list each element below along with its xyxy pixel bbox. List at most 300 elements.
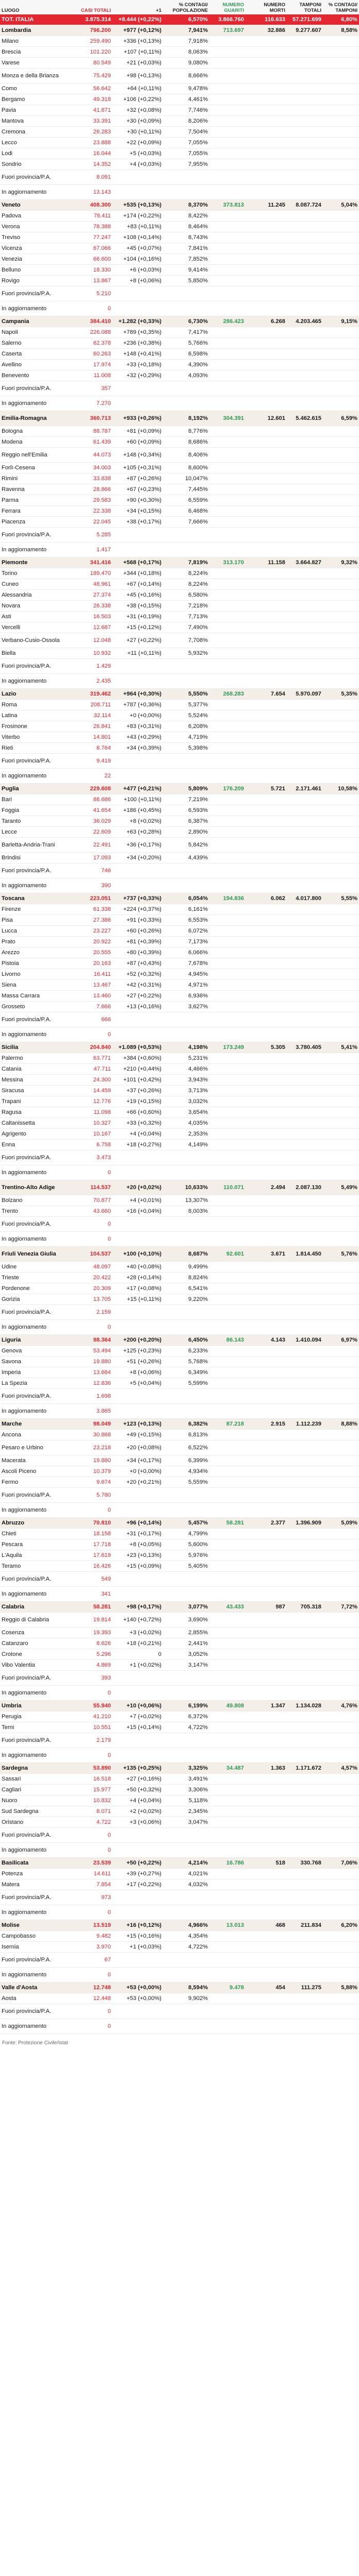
percent-tests: 5,09% (323, 1518, 359, 1529)
province-row (0, 937, 359, 947)
deaths (246, 370, 287, 381)
tests (287, 805, 323, 816)
total-cases: 13.519 (78, 1920, 112, 1931)
daily-delta: +98 (+0,17%) (112, 1602, 163, 1613)
tests (287, 1931, 323, 1942)
healed (209, 1086, 246, 1096)
daily-delta (112, 185, 163, 200)
healed (209, 1404, 246, 1419)
tests (287, 700, 323, 710)
tests (287, 1613, 323, 1628)
tests (287, 794, 323, 805)
percent-tests (323, 1002, 359, 1012)
healed: 43.433 (209, 1602, 246, 1613)
total-cases: 0 (78, 1828, 112, 1843)
percent-population: 6,382% (163, 1419, 209, 1430)
deaths (246, 969, 287, 980)
place-name: Catania (0, 1064, 78, 1075)
healed (209, 633, 246, 648)
daily-delta: +0 (+0,00%) (112, 1466, 163, 1477)
healed (209, 1075, 246, 1086)
place-name: In aggiornamento (0, 1686, 78, 1701)
percent-population (163, 286, 209, 301)
daily-delta: +17 (+0,22%) (112, 1879, 163, 1890)
place-name: Macerata (0, 1455, 78, 1466)
percent-tests (323, 1262, 359, 1273)
total-cases: 973 (78, 1890, 112, 1905)
deaths (246, 1107, 287, 1118)
province-row (0, 1968, 359, 1982)
header-daily-delta[interactable]: +1 (112, 0, 163, 14)
tests (287, 1455, 323, 1466)
total-tests: 57.271.699 (287, 14, 323, 25)
tests (287, 159, 323, 170)
deaths (246, 138, 287, 148)
place-name: In aggiornamento (0, 674, 78, 689)
province-row (0, 1817, 359, 1828)
deaths (246, 743, 287, 754)
place-name: Bari (0, 794, 78, 805)
province-row (0, 1107, 359, 1118)
province-row (0, 58, 359, 69)
percent-tests (323, 47, 359, 58)
daily-delta (112, 381, 163, 396)
healed (209, 1774, 246, 1785)
place-name: Torino (0, 568, 78, 579)
deaths (246, 517, 287, 528)
percent-tests (323, 827, 359, 838)
percent-population: 6,580% (163, 590, 209, 601)
percent-tests (323, 381, 359, 396)
daily-delta: +210 (+0,44%) (112, 1064, 163, 1075)
daily-delta (112, 1587, 163, 1602)
total-cases: 104.537 (78, 1247, 112, 1262)
deaths: 11.158 (246, 557, 287, 568)
percent-population: 6,372% (163, 1711, 209, 1722)
daily-delta: +15 (+0,12%) (112, 622, 163, 633)
province-row (0, 1539, 359, 1550)
deaths (246, 1320, 287, 1335)
healed (209, 1550, 246, 1561)
percent-tests: 9,32% (323, 557, 359, 568)
place-name: Sassari (0, 1774, 78, 1785)
percent-tests (323, 1378, 359, 1389)
tests: 3.780.405 (287, 1042, 323, 1053)
percent-tests: 4,57% (323, 1763, 359, 1774)
healed (209, 94, 246, 105)
daily-delta: +10 (+0,06%) (112, 1701, 163, 1711)
total-cases: 3.473 (78, 1150, 112, 1165)
deaths: 2.377 (246, 1518, 287, 1529)
deaths (246, 568, 287, 579)
place-name: In aggiornamento (0, 1905, 78, 1920)
total-cases: 1.429 (78, 659, 112, 674)
deaths (246, 159, 287, 170)
percent-tests (323, 568, 359, 579)
daily-delta: +34 (+0,15%) (112, 506, 163, 517)
daily-delta: +148 (+0,41%) (112, 349, 163, 360)
header-healed[interactable]: NUMERO GUARITI (209, 0, 246, 14)
percent-tests (323, 612, 359, 622)
province-row (0, 1931, 359, 1942)
deaths: 3.671 (246, 1247, 287, 1262)
daily-delta (112, 286, 163, 301)
place-name: Cagliari (0, 1785, 78, 1795)
total-cases: 223.051 (78, 893, 112, 904)
percent-population (163, 1748, 209, 1763)
total-cases: 6.758 (78, 1140, 112, 1150)
header-place[interactable]: LUOGO (0, 0, 78, 14)
percent-tests (323, 506, 359, 517)
total-cases: 26.338 (78, 601, 112, 612)
daily-delta: +5 (+0,03%) (112, 148, 163, 159)
province-row (0, 612, 359, 622)
healed (209, 1320, 246, 1335)
deaths (246, 1294, 287, 1305)
total-cases: 2.159 (78, 1305, 112, 1320)
percent-population (163, 2019, 209, 2034)
healed (209, 1539, 246, 1550)
daily-delta: +18 (+0,21%) (112, 1638, 163, 1649)
place-name: Piemonte (0, 557, 78, 568)
percent-population: 6,349% (163, 1367, 209, 1378)
deaths (246, 1968, 287, 1982)
percent-population: 5,842% (163, 838, 209, 853)
tests: 330.768 (287, 1858, 323, 1869)
province-row (0, 754, 359, 769)
percent-tests (323, 1638, 359, 1649)
province-row (0, 105, 359, 116)
province-row (0, 448, 359, 463)
percent-tests: 5,55% (323, 893, 359, 904)
place-name: Oristano (0, 1817, 78, 1828)
percent-population: 4,390% (163, 360, 209, 370)
tests (287, 1785, 323, 1795)
place-name: In aggiornamento (0, 1027, 78, 1042)
tests (287, 904, 323, 915)
deaths: 32.886 (246, 25, 287, 36)
total-cases: 0 (78, 2019, 112, 2034)
header-percent-population[interactable]: % CONTAGI/ POPOLAZIONE (163, 0, 209, 14)
healed (209, 1942, 246, 1953)
tests (287, 1262, 323, 1273)
total-cases: 12.776 (78, 1096, 112, 1107)
healed (209, 648, 246, 659)
deaths (246, 1529, 287, 1539)
healed (209, 426, 246, 437)
daily-delta: +27 (+0,16%) (112, 1774, 163, 1785)
percent-population: 7,852% (163, 254, 209, 265)
province-row (0, 1232, 359, 1247)
percent-population (163, 528, 209, 543)
total-cases: 27.386 (78, 915, 112, 926)
total-healed: 3.866.760 (209, 14, 246, 25)
total-cases: 32.114 (78, 710, 112, 721)
place-name: Brindisi (0, 853, 78, 863)
total-cases: 58.281 (78, 1602, 112, 1613)
tests (287, 338, 323, 349)
percent-tests (323, 1283, 359, 1294)
total-cases: 20.422 (78, 1273, 112, 1283)
percent-tests (323, 1140, 359, 1150)
place-name: La Spezia (0, 1378, 78, 1389)
percent-tests (323, 1722, 359, 1733)
deaths (246, 349, 287, 360)
daily-delta: +100 (+0,11%) (112, 794, 163, 805)
percent-tests (323, 1129, 359, 1140)
province-row (0, 1587, 359, 1602)
percent-tests (323, 1217, 359, 1232)
region-row (0, 1602, 359, 1613)
place-name: Vicenza (0, 243, 78, 254)
place-name: Vercelli (0, 622, 78, 633)
daily-delta: +16 (+0,12%) (112, 1920, 163, 1931)
province-row (0, 1711, 359, 1722)
total-cases: 8.071 (78, 1806, 112, 1817)
province-row (0, 1671, 359, 1686)
deaths (246, 426, 287, 437)
total-cases: 796.200 (78, 25, 112, 36)
deaths (246, 265, 287, 276)
place-name: In aggiornamento (0, 1843, 78, 1858)
place-name: Perugia (0, 1711, 78, 1722)
tests (287, 36, 323, 47)
daily-delta: +15 (+0,09%) (112, 1561, 163, 1572)
healed (209, 1671, 246, 1686)
province-row (0, 1722, 359, 1733)
percent-population (163, 185, 209, 200)
daily-delta (112, 1905, 163, 1920)
healed (209, 878, 246, 893)
total-cases: 0 (78, 1217, 112, 1232)
total-cases: 9.674 (78, 1477, 112, 1488)
percent-tests (323, 700, 359, 710)
province-row (0, 805, 359, 816)
percent-population: 4,945% (163, 969, 209, 980)
province-row (0, 528, 359, 543)
percent-population: 4,461% (163, 94, 209, 105)
region-row (0, 200, 359, 211)
percent-population: 4,722% (163, 1942, 209, 1953)
daily-delta: +49 (+0,15%) (112, 1430, 163, 1440)
daily-delta: +477 (+0,21%) (112, 784, 163, 794)
healed (209, 1217, 246, 1232)
percent-population: 6,233% (163, 1346, 209, 1357)
place-name: Parma (0, 495, 78, 506)
percent-population (163, 170, 209, 185)
province-row (0, 396, 359, 411)
deaths (246, 732, 287, 743)
daily-delta (112, 1748, 163, 1763)
deaths (246, 1660, 287, 1671)
daily-delta: +34 (+0,39%) (112, 743, 163, 754)
deaths (246, 360, 287, 370)
place-name: Foggia (0, 805, 78, 816)
healed (209, 1733, 246, 1748)
total-cases: 23.888 (78, 138, 112, 148)
province-row (0, 1869, 359, 1879)
percent-population: 7,504% (163, 127, 209, 138)
daily-delta: +224 (+0,37%) (112, 904, 163, 915)
place-name: Fuori provincia/P.A. (0, 863, 78, 878)
header-tests[interactable]: TAMPONI TOTALI (287, 0, 323, 14)
deaths (246, 1283, 287, 1294)
percent-tests (323, 1195, 359, 1206)
tests (287, 370, 323, 381)
percent-tests (323, 1357, 359, 1367)
place-name: Terni (0, 1722, 78, 1733)
deaths (246, 1843, 287, 1858)
tests (287, 127, 323, 138)
deaths (246, 528, 287, 543)
header-total-cases[interactable]: CASI TOTALI (78, 0, 112, 14)
healed (209, 254, 246, 265)
healed (209, 360, 246, 370)
place-name: Brescia (0, 47, 78, 58)
region-row (0, 784, 359, 794)
total-cases: 0 (78, 1320, 112, 1335)
deaths: 2.915 (246, 1419, 287, 1430)
daily-delta: +27 (+0,22%) (112, 633, 163, 648)
percent-tests (323, 148, 359, 159)
daily-delta: +52 (+0,32%) (112, 969, 163, 980)
percent-population: 6,598% (163, 349, 209, 360)
tests (287, 1140, 323, 1150)
daily-delta (112, 1232, 163, 1247)
tests (287, 254, 323, 265)
province-row (0, 265, 359, 276)
total-cases: 20.309 (78, 1283, 112, 1294)
percent-tests (323, 969, 359, 980)
healed: 194.836 (209, 893, 246, 904)
total-cases: 14.801 (78, 732, 112, 743)
deaths (246, 1879, 287, 1890)
healed: 16.786 (209, 1858, 246, 1869)
tests (287, 1357, 323, 1367)
percent-population: 2,890% (163, 827, 209, 838)
healed (209, 1587, 246, 1602)
province-row (0, 495, 359, 506)
place-name: Caserta (0, 349, 78, 360)
tests (287, 232, 323, 243)
healed (209, 222, 246, 232)
place-name: Agrigento (0, 1129, 78, 1140)
place-name: Cremona (0, 127, 78, 138)
percent-tests (323, 1993, 359, 2004)
deaths (246, 816, 287, 827)
province-row (0, 743, 359, 754)
header-deaths[interactable]: NUMERO MORTI (246, 0, 287, 14)
deaths (246, 381, 287, 396)
percent-population (163, 1305, 209, 1320)
region-row (0, 689, 359, 700)
tests (287, 732, 323, 743)
total-cases: 61.439 (78, 437, 112, 448)
percent-tests (323, 105, 359, 116)
deaths (246, 1942, 287, 1953)
tests: 2.087.130 (287, 1180, 323, 1195)
total-cases: 14.611 (78, 1869, 112, 1879)
place-name: Benevento (0, 370, 78, 381)
total-cases: 18.158 (78, 1529, 112, 1539)
province-row (0, 1086, 359, 1096)
total-cases: 7.270 (78, 396, 112, 411)
province-row (0, 816, 359, 827)
place-name: Pisa (0, 915, 78, 926)
place-name: Viterbo (0, 732, 78, 743)
place-name: Rieti (0, 743, 78, 754)
tests (287, 1503, 323, 1518)
province-row (0, 1488, 359, 1503)
deaths (246, 633, 287, 648)
healed (209, 827, 246, 838)
header-percent-tests[interactable]: % CONTAGI/ TAMPONI (323, 0, 359, 14)
deaths (246, 1002, 287, 1012)
place-name: Sardegna (0, 1763, 78, 1774)
place-name: In aggiornamento (0, 1320, 78, 1335)
tests (287, 1367, 323, 1378)
place-name: Avellino (0, 360, 78, 370)
daily-delta: +140 (+0,72%) (112, 1613, 163, 1628)
place-name: In aggiornamento (0, 1503, 78, 1518)
percent-population: 4,032% (163, 1879, 209, 1890)
province-row (0, 1455, 359, 1466)
province-row (0, 1686, 359, 1701)
percent-population: 5,559% (163, 1477, 209, 1488)
total-cases: 78.411 (78, 211, 112, 222)
percent-tests (323, 1273, 359, 1283)
percent-tests: 5,49% (323, 1180, 359, 1195)
daily-delta (112, 2019, 163, 2034)
province-row (0, 1503, 359, 1518)
percent-tests (323, 659, 359, 674)
place-name: Catanzaro (0, 1638, 78, 1649)
place-name: Lecce (0, 827, 78, 838)
percent-population (163, 1165, 209, 1180)
province-row (0, 254, 359, 265)
percent-population (163, 1587, 209, 1602)
percent-tests (323, 1404, 359, 1419)
healed: 58.281 (209, 1518, 246, 1529)
percent-tests (323, 1785, 359, 1795)
daily-delta (112, 1389, 163, 1404)
tests (287, 69, 323, 83)
total-cases: 101.220 (78, 47, 112, 58)
percent-tests (323, 1053, 359, 1064)
healed (209, 2019, 246, 2034)
tests (287, 327, 323, 338)
place-name: Fuori provincia/P.A. (0, 286, 78, 301)
place-name: Frosinone (0, 721, 78, 732)
daily-delta (112, 1488, 163, 1503)
tests (287, 1795, 323, 1806)
place-name: Verona (0, 222, 78, 232)
total-cases: 2.179 (78, 1733, 112, 1748)
percent-tests (323, 1096, 359, 1107)
daily-delta: +63 (+0,28%) (112, 827, 163, 838)
daily-delta: +60 (+0,09%) (112, 437, 163, 448)
total-cases: 48.961 (78, 579, 112, 590)
daily-delta: +80 (+0,39%) (112, 947, 163, 958)
place-name: Basilicata (0, 1858, 78, 1869)
healed (209, 1012, 246, 1027)
daily-delta: +344 (+0,18%) (112, 568, 163, 579)
total-cases: 10.932 (78, 648, 112, 659)
percent-tests (323, 1869, 359, 1879)
province-row (0, 1561, 359, 1572)
place-name: Abruzzo (0, 1518, 78, 1529)
percent-tests: 6,97% (323, 1335, 359, 1346)
